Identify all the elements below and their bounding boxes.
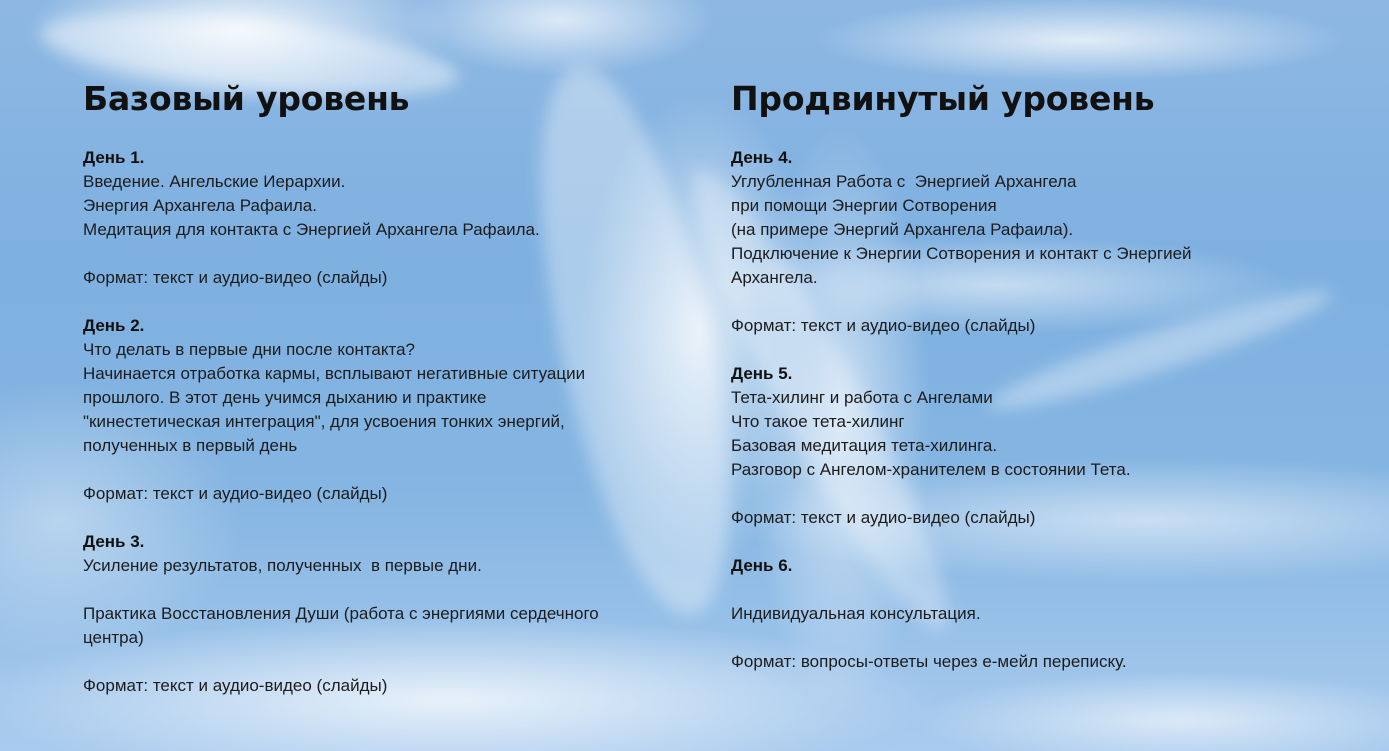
format-line: Формат: текст и аудио-видео (слайды) [83, 484, 388, 503]
day-text-line: Базовая медитация тета-хилинга. [731, 436, 998, 455]
day-heading: День 5. [731, 364, 793, 383]
day-block-3 [83, 530, 683, 698]
day-block-5 [731, 362, 1331, 530]
day-heading: День 3. [83, 532, 145, 551]
day-text-line: Практика Восстановления Души (работа с энергиями сердечного [83, 604, 599, 623]
day-text-line: Углубленная Работа с Энергией Архангела [731, 172, 1077, 191]
day-text-line: полученных в первый день [83, 436, 298, 455]
day-text-line: (на примере Энергий Архангела Рафаила). [731, 220, 1074, 239]
day-text-line: Архангела. [731, 268, 818, 287]
spacer [731, 626, 1331, 650]
format-line: Формат: вопросы-ответы через е-мейл переписку. [731, 652, 1127, 671]
day-text-line: Усиление результатов, полученных в первые дни. [83, 556, 482, 575]
advanced-level-title: Продвинутый уровень [731, 79, 1155, 118]
day-block-6 [731, 554, 1331, 674]
spacer [83, 458, 683, 482]
day-text-line: Индивидуальная консультация. [731, 604, 981, 623]
day-text-line: центра) [83, 628, 144, 647]
format-line: Формат: текст и аудио-видео (слайды) [731, 316, 1036, 335]
day-text-line: Что делать в первые дни после контакта? [83, 340, 416, 359]
day-heading: День 4. [731, 148, 793, 167]
spacer [731, 290, 1331, 314]
day-text-line: при помощи Энергии Сотворения [731, 196, 997, 215]
advanced-level-column [731, 76, 1331, 698]
day-heading: День 1. [83, 148, 145, 167]
day-block-2 [83, 314, 683, 506]
day-text-line: Подключение к Энергии Сотворения и контакт с Энергией [731, 244, 1192, 263]
day-text-line: Введение. Ангельские Иерархии. [83, 172, 346, 191]
day-text-line: Начинается отработка кармы, всплывают негативные ситуации [83, 364, 586, 383]
spacer [83, 242, 683, 266]
day-text-line: прошлого. В этот день учимся дыханию и практике [83, 388, 487, 407]
day-text-line: Энергия Архангела Рафаила. [83, 196, 317, 215]
basic-level-column [83, 76, 683, 722]
day-text-line: "кинестетическая интеграция", для усвоения тонких энергий, [83, 412, 565, 431]
day-text-line: Медитация для контакта с Энергией Архангела Рафаила. [83, 220, 540, 239]
format-line: Формат: текст и аудио-видео (слайды) [731, 508, 1036, 527]
day-block-1 [83, 146, 683, 290]
day-text-line: Тета-хилинг и работа с Ангелами [731, 388, 993, 407]
day-text-line: Что такое тета-хилинг [731, 412, 905, 431]
day-block-4 [731, 146, 1331, 338]
spacer [83, 578, 683, 602]
format-line: Формат: текст и аудио-видео (слайды) [83, 268, 388, 287]
day-text-line: Разговор с Ангелом-хранителем в состоянии Тета. [731, 460, 1131, 479]
format-line: Формат: текст и аудио-видео (слайды) [83, 676, 388, 695]
spacer [731, 482, 1331, 506]
spacer [731, 578, 1331, 602]
day-heading: День 6. [731, 556, 793, 575]
day-heading: День 2. [83, 316, 145, 335]
spacer [83, 650, 683, 674]
basic-level-title: Базовый уровень [83, 79, 410, 118]
